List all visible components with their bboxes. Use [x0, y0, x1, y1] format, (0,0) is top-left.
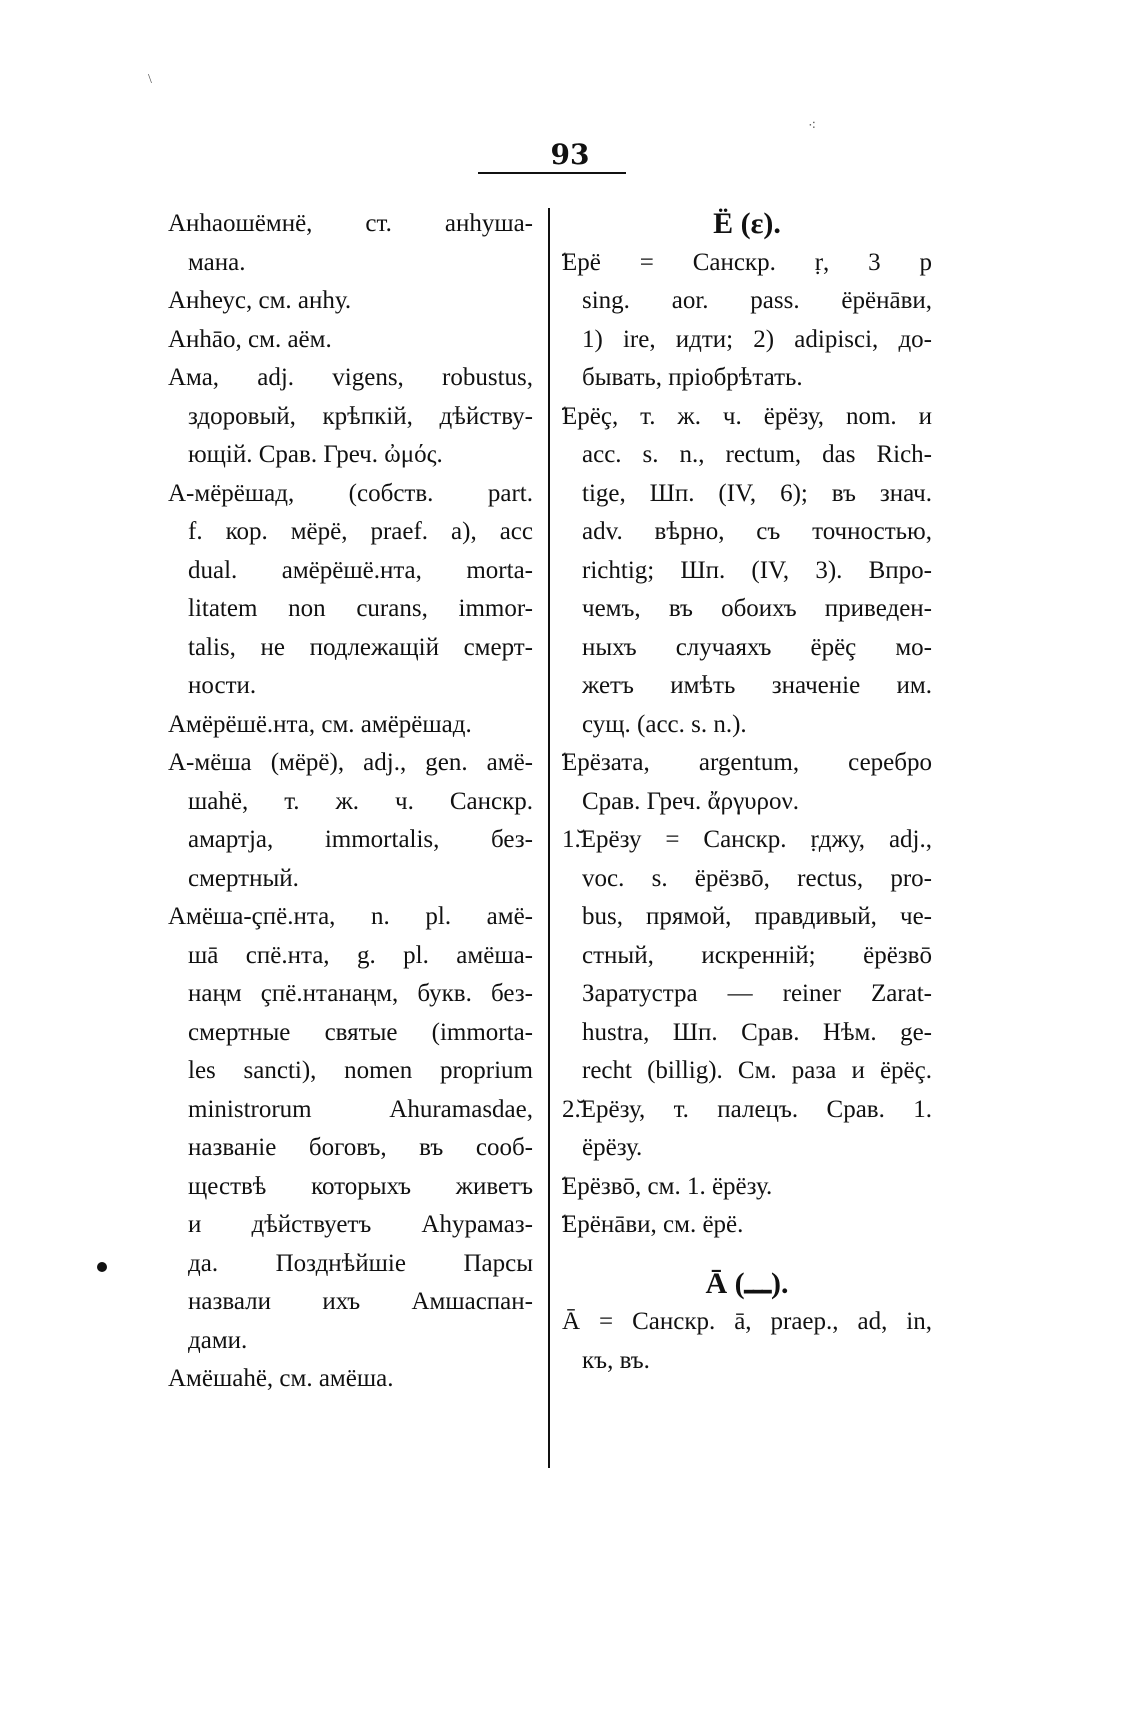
- entry-line: ̆Ерёзата, argentum, серебро: [562, 749, 932, 776]
- entry-line: Срав. Греч. ἄργυρον.: [582, 787, 800, 815]
- entry-line: talis, не подлежащій смерт-: [188, 633, 533, 661]
- entry-line: смертные святые (immorta-: [188, 1018, 533, 1046]
- entry-line: мана.: [188, 248, 246, 276]
- entry-line: les sancti), nomen proprium: [188, 1057, 533, 1084]
- entry-line: А-мёрёшад, (собств. part.: [168, 479, 533, 507]
- entry-line: richtig; Шп. (IV, 3). Впро-: [582, 556, 932, 584]
- entry-line: чемъ, въ обоихъ приведен-: [582, 595, 932, 622]
- entry-line: tige, Шп. (IV, 6); въ знач.: [582, 479, 932, 507]
- entry-line: ности.: [188, 672, 257, 699]
- section-heading: Ё (ε).: [713, 207, 781, 240]
- entry-line: sing. aor. pass. ёрёнāви,: [582, 287, 932, 314]
- entry-line: бывать, пріобрѣтать.: [582, 364, 803, 391]
- entry-line: здоровый, крѣпкій, дѣйству-: [188, 402, 533, 430]
- entry-line: ющій. Срав. Греч. ὠμός.: [188, 441, 443, 468]
- entry-line: сущ. (acc. s. n.).: [582, 710, 747, 738]
- entry-line: acc. s. n., rectum, das Rich-: [582, 441, 932, 468]
- entry-line: Анhāо, см. аём.: [168, 325, 332, 353]
- entry-line: амартjа, immortalis, без-: [188, 826, 533, 853]
- entry-line: ществѣ которыхъ живетъ: [188, 1172, 533, 1200]
- entry-line: стный, искренній; ёрёзвō: [582, 941, 932, 969]
- entry-line: ёрёзу.: [582, 1134, 643, 1161]
- entry-line: 1) ire, идти; 2) adipisci, до-: [582, 325, 932, 353]
- section-heading: Ā (ـــ).: [705, 1266, 789, 1300]
- entry-line: къ, въ.: [582, 1346, 650, 1374]
- entry-line: Заратустра — reiner Zarat-: [582, 980, 932, 1007]
- entry-line: f. кор. мёрё, praef. а), acc: [188, 518, 533, 545]
- entry-line: смертный.: [188, 864, 299, 892]
- entry-line: дами.: [188, 1326, 248, 1354]
- entry-line: А-мёша (мёрё), adj., gen. амё-: [168, 749, 533, 776]
- ink-speck: [97, 1262, 107, 1272]
- right-column: [562, 205, 932, 1380]
- entry-line: bus, прямой, правдивый, че-: [582, 903, 932, 930]
- entry-line: Амёрёшё.нта, см. амёрёшад.: [168, 710, 472, 738]
- page-number: 93: [550, 138, 590, 171]
- entry-line: шаhё, т. ж. ч. Санскр.: [188, 787, 533, 815]
- entry-line: dual. амёрёшё.нта, morta-: [188, 556, 533, 584]
- print-mark: \: [148, 72, 152, 87]
- entry-line: hustra, Шп. Срав. Нѣм. ge-: [582, 1018, 932, 1046]
- entry-line: Ā = Санскр. ā, praep., ad, in,: [562, 1308, 932, 1335]
- entry-line: Амёша-çпё.нта, n. pl. амё-: [168, 903, 533, 930]
- entry-line: ̆Ерё = Санскр. ṛ, 3 p: [562, 248, 932, 276]
- entry-line: названіе боговъ, въ сооб-: [188, 1134, 533, 1161]
- entry-line: ̆Ерёзвō, см. 1. ёрёзу.: [562, 1172, 773, 1200]
- entry-line: recht (billig). См. раза и ёрёç.: [582, 1057, 932, 1084]
- entry-line: и дѣйствуетъ Аhурамаз-: [188, 1211, 533, 1238]
- entry-line: да. Позднѣйшіе Парсы: [188, 1249, 533, 1277]
- print-mark: ⁖: [808, 119, 817, 134]
- entry-line: шā спё.нта, g. pl. амёша-: [188, 941, 533, 969]
- header-rule: [478, 172, 626, 174]
- entry-line: ̆Ерёç, т. ж. ч. ёрёзу, nom. и: [562, 402, 932, 430]
- left-column: [168, 205, 533, 1399]
- entry-line: ministrorum Ahuramasdae,: [188, 1095, 533, 1123]
- entry-line: Амёшаhё, см. амёша.: [168, 1365, 394, 1392]
- entry-line: ныхъ случаяхъ ёрёç мо-: [582, 633, 932, 661]
- entry-line: Ама, adj. vigens, robustus,: [168, 364, 533, 391]
- entry-line: 1.̆Ерёзу = Санскр. ṛджу, adj.,: [562, 826, 932, 853]
- entry-line: [562, 1245, 932, 1265]
- column-divider: [548, 208, 550, 1468]
- entry-line: Анhеус, см. анhу.: [168, 287, 352, 314]
- entry-line: ̆Ерёнāви, см. ёрё.: [562, 1211, 744, 1238]
- entry-line: наңм çпё.нтанаңм, букв. без-: [188, 980, 533, 1007]
- entry-line: voc. s. ёрёзвō, rectus, pro-: [582, 864, 932, 892]
- entry-line: adv. вѣрно, съ точностью,: [582, 518, 932, 545]
- entry-line: назвали ихъ Амшаспан-: [188, 1288, 533, 1315]
- entry-line: Анhаошёмнё, ст. анhушa-: [168, 210, 533, 237]
- entry-line: жетъ имѣть значеніе им.: [582, 672, 932, 699]
- entry-line: litatem non curans, immor-: [188, 595, 533, 622]
- entry-line: 2.̆Ерёзу, т. палецъ. Срав. 1.: [562, 1095, 932, 1123]
